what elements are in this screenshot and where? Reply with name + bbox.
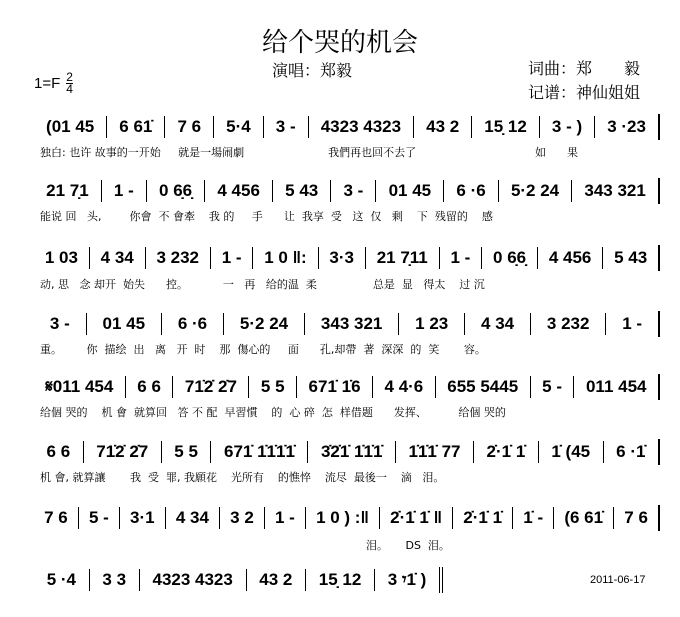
lyrics-line: 动, 思 念 却开 始失 控。 一 再 给的温 柔 总是 显 得太 过 沉 xyxy=(40,278,485,291)
lyrics-line: 能说 回 头, 你會 不 會牽 我 的 手 让 我享 受 这 仅 剩 下 残留的 感 xyxy=(40,210,493,223)
measure: 671̇ 1̇1̇1̇1̇ xyxy=(210,441,307,463)
measure: 1 23 xyxy=(398,313,464,335)
measure: 4 34 xyxy=(464,313,530,335)
date: 2011-06-17 xyxy=(590,574,646,586)
measure: 6 ·1̇ xyxy=(603,441,658,463)
notation-row xyxy=(34,374,660,400)
lyrics-line: 独白: 也许 故事的一开始 就是一場闹劇 我們再也回不去了 如 果 xyxy=(40,146,578,159)
song-title: 给个哭的机会 xyxy=(261,27,418,57)
measure: 5 43 xyxy=(272,180,330,202)
measure: 71̇2̇ 2̇7 xyxy=(172,376,248,398)
measure: 1 - xyxy=(439,247,482,269)
measure: 7 6 xyxy=(44,508,68,527)
measure: 43 2 xyxy=(246,569,306,591)
measure: 5 - xyxy=(78,507,119,529)
measure: 3 232 xyxy=(530,313,605,335)
measure: 1̇1̇1̇ 77 xyxy=(395,441,473,463)
measure: (6 61̇ xyxy=(553,507,613,529)
measure: 7 6 xyxy=(613,507,658,529)
measure: 3 ·23 xyxy=(594,116,658,138)
measure: 21 7̣11 xyxy=(365,247,439,269)
measure: 5 5 xyxy=(248,376,296,398)
measure: 671̇ 1̇6 xyxy=(296,376,372,398)
time-signature xyxy=(66,72,73,95)
measure: 4323 4323 xyxy=(139,569,246,591)
notation-row xyxy=(34,178,660,204)
measure: 1 - xyxy=(605,313,658,335)
measure: 7 6 xyxy=(164,116,213,138)
measure: 4323 4323 xyxy=(308,116,413,138)
measure: (01 45 xyxy=(46,117,95,136)
measure: 15̣ 12 xyxy=(471,116,539,138)
time-bottom: 4 xyxy=(66,82,73,96)
measure: 2̇·1̇ 1̇ xyxy=(452,507,512,529)
measure: 6 ·6 xyxy=(443,180,498,202)
measure: 43 2 xyxy=(413,116,471,138)
measure: 71̇2̇ 2̇7 xyxy=(83,441,161,463)
measure: 1 - xyxy=(264,507,305,529)
measure: 5·4 xyxy=(213,116,263,138)
measure: 6 ·6 xyxy=(161,313,223,335)
measure: 1 0 ‖: xyxy=(252,247,317,269)
measure: 011 454 xyxy=(573,376,658,398)
measure: 3 - xyxy=(330,180,375,202)
measure: 5·2 24 xyxy=(498,180,571,202)
measure: 3 𝄾1̇ ) xyxy=(374,569,439,591)
measure: 3̇2̇1̇ 1̇1̇1̇ xyxy=(307,441,395,463)
notation-row xyxy=(34,114,660,140)
measure: 3 232 xyxy=(145,247,210,269)
measure: 6 61̇ xyxy=(106,116,164,138)
time-top: 2 xyxy=(66,70,73,84)
measure: 3 - xyxy=(263,116,308,138)
measure: 1̇ - xyxy=(512,507,553,529)
measure: 01 45 xyxy=(375,180,443,202)
measure: 3 3 xyxy=(89,569,139,591)
measure: 5 5 xyxy=(161,441,211,463)
measure: 0 6̣6̣ xyxy=(146,180,204,202)
measure: 343 321 xyxy=(304,313,398,335)
notation-row xyxy=(34,505,660,531)
composer: 词曲：郑 毅 xyxy=(528,61,641,78)
key: 1=F xyxy=(34,75,61,92)
credits xyxy=(528,58,640,106)
measure: 5 ·4 xyxy=(46,570,76,589)
measure: 1 03 xyxy=(44,248,78,267)
transcriber: 记谱：神仙姐姐 xyxy=(528,85,641,102)
measure: 6 6 xyxy=(46,442,71,461)
notation-row xyxy=(34,311,660,337)
measure: 5·2 24 xyxy=(223,313,304,335)
lyrics-line: 泪。 DS 泪。 xyxy=(366,539,450,552)
measure: 1 0 ) :‖ xyxy=(305,507,379,529)
measure: 1 - xyxy=(210,247,253,269)
key-signature xyxy=(34,72,73,95)
lyrics-line: 给個 哭的 机 會 就算回 答 不 配 早習慣 的 心 碎 怎 样借题 发挥、 给個 哭的 xyxy=(40,406,506,419)
measure: 3·1 xyxy=(119,507,165,529)
measure: 15̣ 12 xyxy=(305,569,374,591)
lyrics-line: 重。 你 描绘 出 离 开 时 那 傷心的 面 孔,却帶 著 深深 的 笑 容。 xyxy=(40,343,486,356)
lyrics-line: 机 會, 就算讓 我 受 罪, 我願花 光所有 的憔悴 流尽 最後一 滴 泪。 xyxy=(40,471,445,484)
measure: 1̇ (45 xyxy=(538,441,603,463)
measure: 5 43 xyxy=(602,247,658,269)
measure: 1 - xyxy=(101,180,146,202)
measure: 3 2 xyxy=(219,507,264,529)
measure: 3 - ) xyxy=(539,116,594,138)
measure: 655 5445 xyxy=(435,376,530,398)
measure: 4 34 xyxy=(165,507,219,529)
singer: 演唱：郑毅 xyxy=(272,63,353,80)
measure: 6 6 xyxy=(125,376,173,398)
measure: 4 4·6 xyxy=(372,376,435,398)
measure: 3 - xyxy=(49,314,70,333)
notation-row xyxy=(34,567,443,593)
notation-row xyxy=(34,245,660,271)
measure: 0 6̣6̣ xyxy=(481,247,537,269)
measure: 𝄋011 454 xyxy=(45,377,114,396)
measure: 4 456 xyxy=(537,247,602,269)
measure: 343 321 xyxy=(571,180,658,202)
measure: 5 - xyxy=(530,376,574,398)
measure: 01 45 xyxy=(86,313,161,335)
measure: 2̇·1̇ 1̇ xyxy=(473,441,538,463)
notation-row xyxy=(34,439,660,465)
measure: 4 34 xyxy=(89,247,145,269)
measure: 4 456 xyxy=(204,180,272,202)
measure: 3·3 xyxy=(318,247,365,269)
measure: 2̇·1̇ 1̇ ‖ xyxy=(379,507,452,529)
measure: 21 7̣1 xyxy=(46,181,89,200)
